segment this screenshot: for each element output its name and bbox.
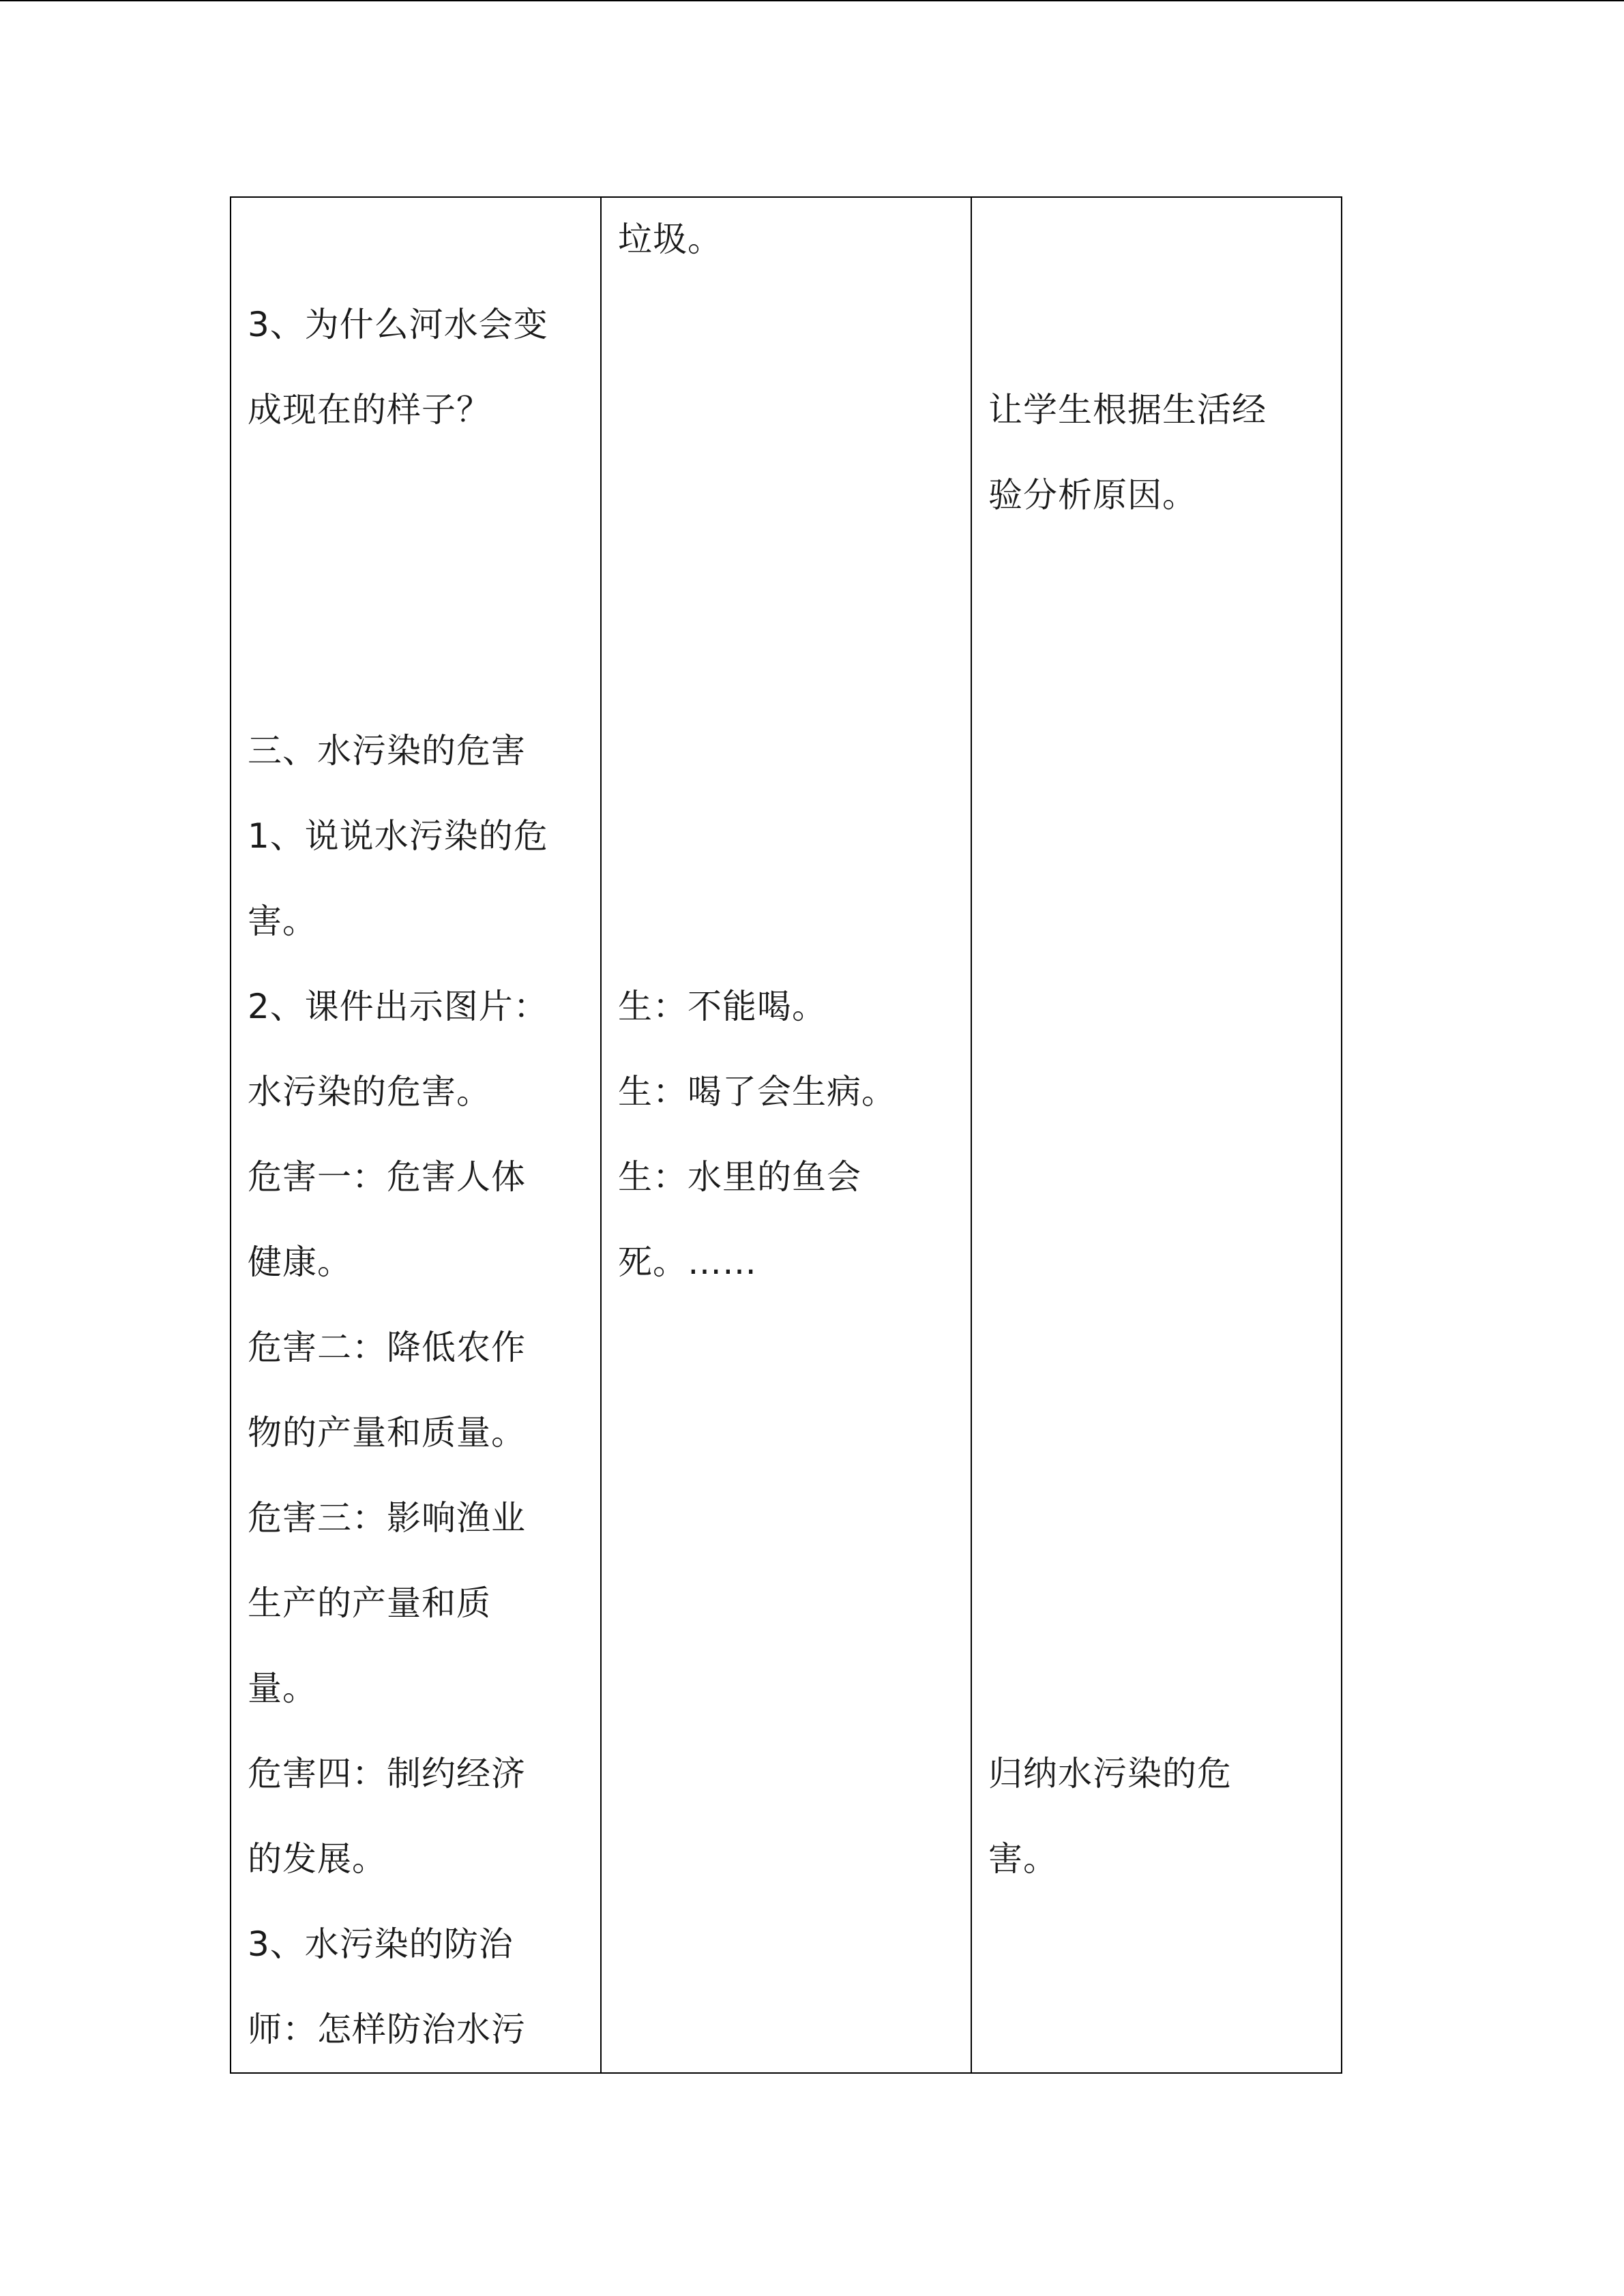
text-line: 害。 [988,1839,1058,1879]
table-row [231,197,1342,2073]
text-line: 生产的产量和质 [248,1583,491,1623]
text-line: 2、课件出示图片： [248,987,548,1026]
section-heading: 三、水污染的危害 [248,731,526,771]
teaching-process-cell [231,197,601,2073]
text-line: 1、说说水污染的危 [248,816,548,856]
text-line: 垃圾。 [618,220,722,259]
text-line: 验分析原因。 [988,475,1197,515]
text-line: 生：喝了会生病。 [618,1072,896,1112]
text-line: 危害一：危害人体 [248,1157,526,1197]
text-line: 3、水污染的防治 [248,1924,514,1964]
text-line: 害。 [248,901,317,941]
text-line: 量。 [248,1669,317,1708]
teaching-process-content [231,198,600,2072]
text-line: 3、为什么河水会变 [248,305,548,344]
design-intent-cell [971,197,1342,2073]
page-top-border [0,0,1624,1]
text-line: 水污染的危害。 [248,1072,491,1112]
text-line: 死。…… [618,1242,757,1282]
text-line: 让学生根据生活经 [988,390,1267,430]
text-line: 危害三：影响渔业 [248,1498,526,1538]
text-line: 归纳水污染的危 [988,1754,1232,1793]
student-activity-cell [601,197,971,2073]
text-line: 生：不能喝。 [618,987,827,1026]
text-line: 的发展。 [248,1839,387,1879]
text-line: 健康。 [248,1242,352,1282]
text-line: 生：水里的鱼会 [618,1157,861,1197]
text-line: 物的产量和质量。 [248,1413,526,1452]
text-line: 危害二：降低农作 [248,1328,526,1367]
design-intent-content [972,198,1341,2072]
text-line: 成现在的样子？ [248,390,491,430]
student-activity-content [602,198,971,2072]
text-line: 危害四：制约经济 [248,1754,526,1793]
lesson-plan-table [230,196,1342,2074]
text-line: 师：怎样防治水污 [248,2010,526,2049]
